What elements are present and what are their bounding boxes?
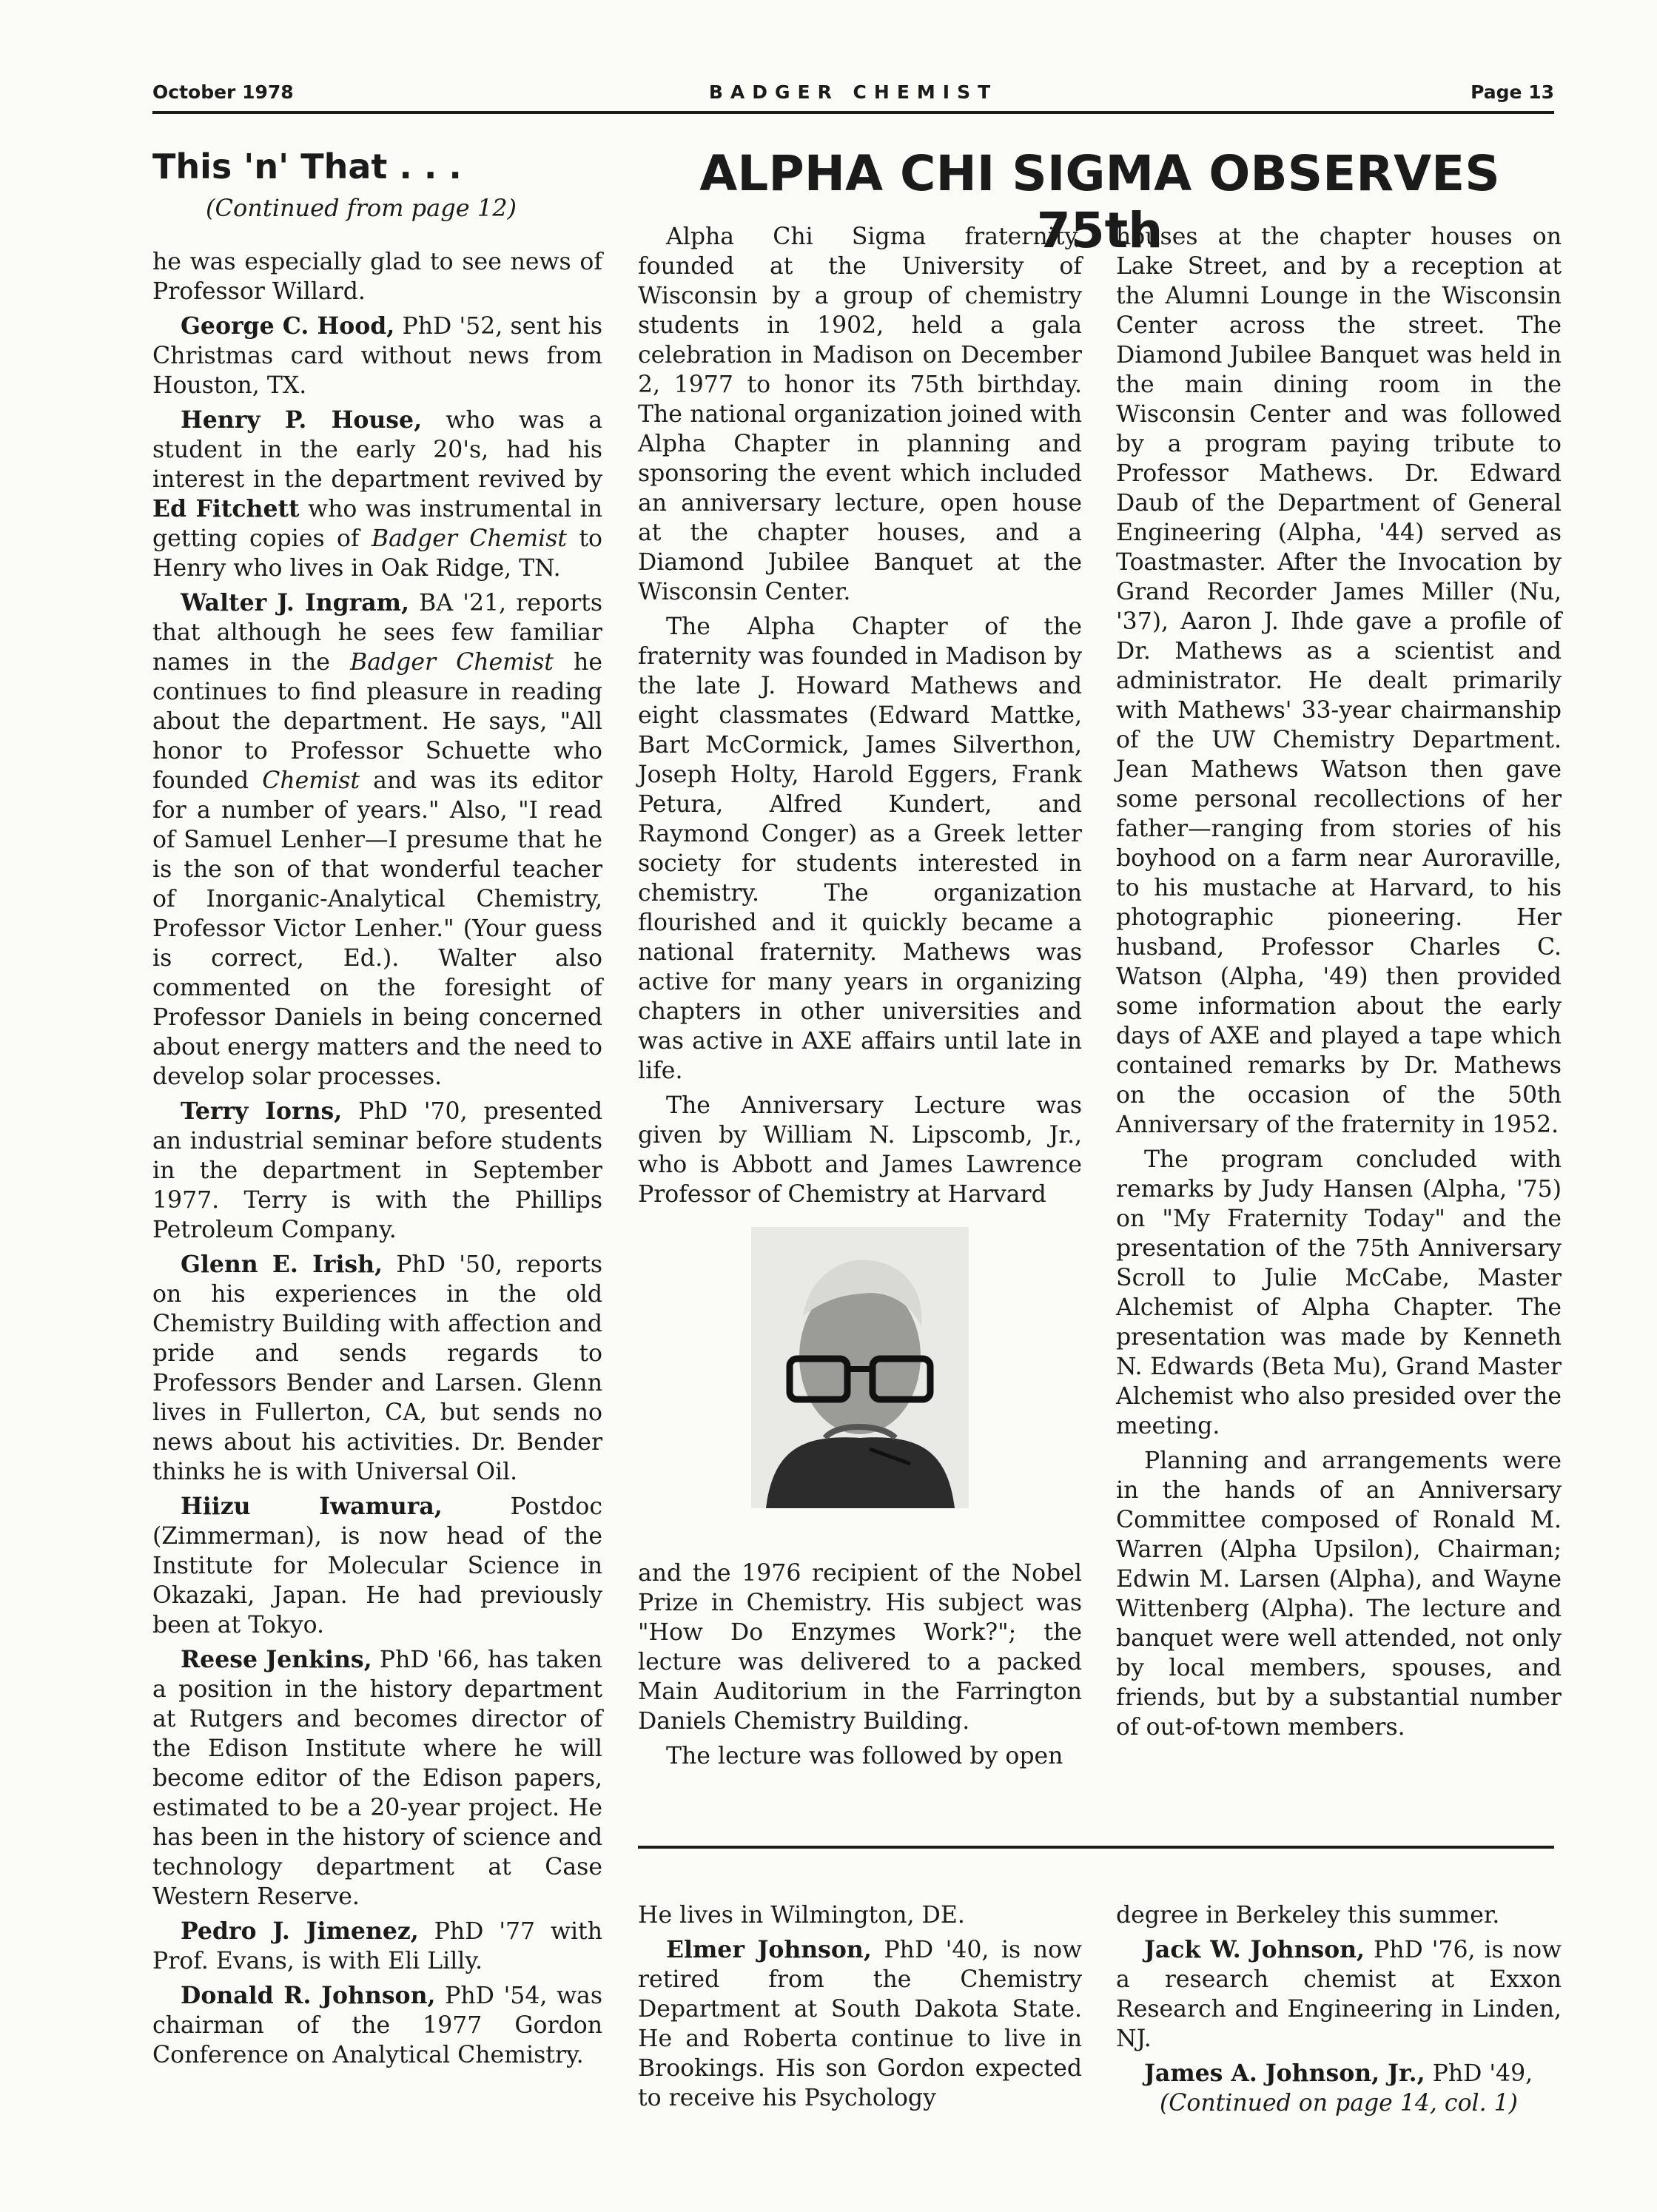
page-header (152, 77, 1554, 110)
news-item: Terry Iorns, PhD '70, presented an industrial seminar before students in the department in September 1977. Terry is with the Phillips Petroleum Company. (152, 1097, 602, 1243)
publication-title: BADGER CHEMIST (708, 81, 998, 103)
news-item: degree in Berkeley this summer. (1116, 1902, 1500, 1929)
portrait-image (751, 1227, 969, 1508)
news-item: George C. Hood, PhD '52, sent his Christmas card without news from Houston, TX. (152, 312, 602, 399)
news-item: Jack W. Johnson, PhD '76, is now a research chemist at Exxon Research and Engineering in Linden, NJ. (1116, 1936, 1562, 2052)
portrait-photo (751, 1227, 969, 1508)
news-item: Hiizu Iwamura, Postdoc (Zimmerman), is now head of the Institute for Molecular Science in Okazaki, Japan. He had previously been at Tokyo. (152, 1493, 602, 1638)
article-paragraph: The Alpha Chapter of the fraternity was founded in Madison by the late J. Howard Mathews and eight classmates (Edward Mattke, Bart McCormick, James Silverthon, Joseph Holty, Harold Eggers, Frank Petura, Alfred Kundert, and Raymond Conger) as a Greek letter society for students interested in chemistry. The organization flourished and it quickly became a national fraternity. Mathews was active for many years in organizing chapters in other universities and was active in AXE affairs until late in life. (638, 613, 1082, 1084)
news-item: Walter J. Ingram, BA '21, reports that although he sees few familiar names in the Badger Chemist he continues to find pleasure in reading about the department. He says, "All honor to Professor Schuette who founded Chemist and was its editor for a number of years." Also, "I read of Samuel Lenher—I presume that he is the son of that wonderful teacher of Inorganic-Analytical Chemistry, Professor Victor Lenher." (Your guess is correct, Ed.). Walter also commented on the foresight of Professor Daniels in being concerned about energy matters and the need to develop solar processes. (152, 589, 602, 1090)
column-this-n-that (152, 247, 602, 2075)
news-item: Elmer Johnson, PhD '40, is now retired from the Chemistry Department at South Dakota State. He and Roberta continue to live in Brookings. His son Gordon expected to receive his Psychology (638, 1936, 1082, 2111)
news-item: Pedro J. Jimenez, PhD '77 with Prof. Evans, is with Eli Lilly. (152, 1917, 602, 1974)
article-paragraph: The program concluded with remarks by Judy Hansen (Alpha, '75) on "My Fraternity Today" and the presentation of the 75th Anniversary Scroll to Julie McCabe, Master Alchemist of Alpha Chapter. The presentation was made by Kenneth N. Edwards (Beta Mu), Grand Master Alchemist who also presided over the meeting. (1116, 1146, 1562, 1439)
article-paragraph: houses at the chapter houses on Lake Street, and by a reception at the Alumni Lounge in the Wisconsin Center across the street. The Diamond Jubilee Banquet was held in the main dining room in the Wisconsin Center and was followed by a program paying tribute to Professor Mathews. Dr. Edward Daub of the Department of General Engineering (Alpha, '44) served as Toastmaster. After the Invocation by Grand Recorder James Miller (Nu, '37), Aaron J. Ihde gave a profile of Dr. Mathews as a scientist and administrator. He dealt primarily with Mathews' 33-year chairmanship of the UW Chemistry Department. Jean Mathews Watson then gave some personal recollections of her father—ranging from stories of his boyhood on a farm near Auroraville, to his mustache at Harvard, to his photographic pioneering. Her husband, Professor Charles C. Watson (Alpha, '49) then provided some information about the early days of AXE and played a tape which contained remarks by Dr. Mathews on the occasion of the 50th Anniversary of the fraternity in 1952. (1116, 223, 1562, 1138)
article-paragraph: Alpha Chi Sigma fraternity, founded at the University of Wisconsin by a group of chemistry students in 1902, held a gala celebration in Madison on December 2, 1977 to honor its 75th birthday. The national organization joined with Alpha Chapter in planning and sponsoring the event which included an anniversary lecture, open house at the chapter houses, and a Diamond Jubilee Banquet at the Wisconsin Center. (638, 223, 1082, 605)
article-bottom-rule (638, 1846, 1554, 1849)
news-item: He lives in Wilmington, DE. (638, 1902, 965, 1929)
news-item: Glenn E. Irish, PhD '50, reports on his experiences in the old Chemistry Building with affection and pride and sends regards to Professors Bender and Larsen. Glenn lives in Fullerton, CA, but sends no news about his activities. Dr. Bender thinks he is with Universal Oil. (152, 1251, 602, 1485)
news-item: James A. Johnson, Jr., PhD '49, (1144, 2060, 1533, 2087)
article-paragraph: and the 1976 recipient of the Nobel Prize in Chemistry. His subject was "How Do Enzymes Work?"; the lecture was delivered to a packed Main Auditorium in the Farrington Daniels Chemistry Building. (638, 1560, 1082, 1735)
news-item: Reese Jenkins, PhD '66, has taken a position in the history department at Rutgers and becomes director of the Edison Institute where he will become editor of the Edison papers, estimated to be a 20-year project. He has been in the history of science and technology department at Case Western Reserve. (152, 1646, 603, 1910)
issue-date: October 1978 (152, 81, 294, 103)
article-column-3 (1116, 222, 1562, 1747)
continued-column-2 (638, 1900, 1082, 2118)
article-headline: ALPHA CHI SIGMA OBSERVES 75th (699, 145, 1500, 259)
header-rule (152, 111, 1554, 114)
article-paragraph: The lecture was followed by open (666, 1743, 1063, 1769)
news-item: he was especially glad to see news of Professor Willard. (152, 249, 602, 305)
section-title: This 'n' That . . . (152, 147, 462, 186)
news-item: Donald R. Johnson, PhD '54, was chairman of the 1977 Gordon Conference on Analytical Chemistry. (152, 1982, 602, 2068)
news-item: Henry P. House, who was a student in the early 20's, had his interest in the department revived by Ed Fitchett who was instrumental in getting copies of Badger Chemist to Henry who lives in Oak Ridge, TN. (152, 406, 602, 582)
article-paragraph: The Anniversary Lecture was given by William N. Lipscomb, Jr., who is Abbott and James Lawrence Professor of Chemistry at Harvard (638, 1092, 1082, 1208)
page-number: Page 13 (1471, 81, 1554, 103)
article-column-2-bottom (638, 1559, 1082, 1776)
continued-on-note: (Continued on page 14, col. 1) (1160, 2090, 1518, 2117)
article-column-2-top (638, 222, 1082, 1214)
continued-column-3 (1116, 1900, 1562, 2118)
continued-from-note: (Continued from page 12) (206, 194, 517, 222)
article-paragraph: Planning and arrangements were in the hands of an Anniversary Committee composed of Ronald M. Warren (Alpha Upsilon), Chairman; Edwin M. Larsen (Alpha), and Wayne Wittenberg (Alpha). The lecture and banquet were well attended, not only by local members, spouses, and friends, but by a substantial number of out-of-town members. (1116, 1448, 1562, 1741)
